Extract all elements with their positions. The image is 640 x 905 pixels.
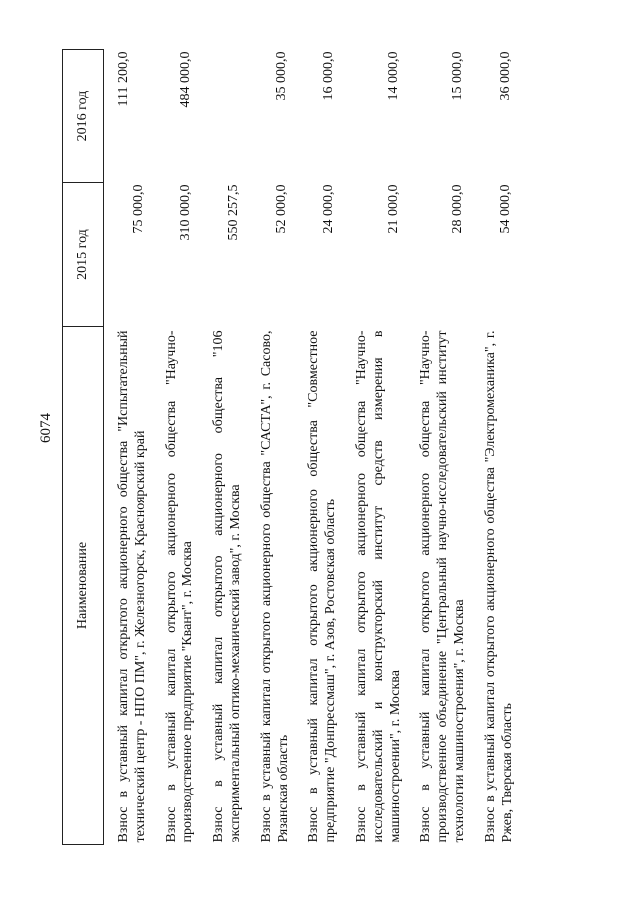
page-number: 6074 [38, 413, 54, 443]
header-name: Наименование [63, 327, 104, 845]
header-2015: 2015 год [63, 183, 104, 327]
row-name [342, 327, 406, 845]
table-row [406, 50, 470, 845]
table-row [471, 50, 519, 845]
row-value-2016: 35 000,0 [273, 51, 289, 101]
row-value-2016: 14 000,0 [385, 51, 401, 101]
table-header-row [63, 50, 104, 845]
row-value-2015: 54 000,0 [497, 184, 513, 234]
row-value-2016: 15 000,0 [449, 51, 465, 101]
row-name [294, 327, 342, 845]
row-value-2015: 24 000,0 [321, 184, 337, 234]
row-name-text: Взнос в уставный капитал открытого акционерного общества "Совместное предприятие "Донпрессмаш", г. Азов, Ростовская область [306, 330, 339, 843]
table-row [104, 50, 152, 845]
row-value-2015: 52 000,0 [273, 184, 289, 234]
appropriations-table [62, 49, 518, 845]
row-name [152, 327, 200, 845]
row-value-2015: 310 000,0 [178, 184, 194, 241]
row-value-2016: 484 000,0 [178, 51, 194, 108]
row-value-2015: 28 000,0 [449, 184, 465, 234]
table-row [152, 50, 200, 845]
row-name [199, 327, 247, 845]
table-row [247, 50, 295, 845]
row-name-text: Взнос в уставный капитал открытого акционерного общества "Научно-производственное объединение "Центральный научно-исследовательский институт технологии машиностроения", г. Москва [418, 330, 467, 843]
row-name-text: Взнос в уставный капитал открытого акционерного общества "106 экспериментальный оптико-механический завод", г. Москва [211, 330, 243, 843]
row-value-2015: 75 000,0 [130, 184, 146, 234]
table-row [342, 50, 406, 845]
row-name-text: Взнос в уставный капитал открытого акционерного общества "Электромеханика", г. Ржев, Тверская область [482, 330, 515, 843]
row-name-text: Взнос в уставный капитал открытого акционерного общества "Научно-производственное предприятие "Квант", г. Москва [163, 330, 196, 843]
row-name [104, 327, 152, 845]
table-row [199, 50, 247, 845]
row-value-2015: 550 257,5 [225, 184, 241, 241]
row-name [471, 327, 519, 845]
row-name [406, 327, 470, 845]
row-value-2016: 16 000,0 [321, 51, 337, 101]
row-value-2016: 36 000,0 [497, 51, 513, 101]
row-value-2016 [199, 50, 247, 183]
table-row [294, 50, 342, 845]
row-value-2015: 21 000,0 [385, 184, 401, 234]
header-2016: 2016 год [63, 50, 104, 183]
row-name-text: Взнос в уставный капитал открытого акционерного общества "Испытательный технический центр - НПО ПМ", г. Железногорск, Красноярский край [116, 330, 148, 843]
row-name [247, 327, 295, 845]
row-name-text: Взнос в уставный капитал открытого акционерного общества "Научно-исследовательский и конструкторский институт средств измерения в машиностроении", г. Москва [353, 330, 403, 843]
row-value-2016: 111 200,0 [116, 51, 131, 107]
row-name-text: Взнос в уставный капитал открытого акционерного общества "САСТА", г. Сасово, Рязанская область [258, 330, 291, 843]
